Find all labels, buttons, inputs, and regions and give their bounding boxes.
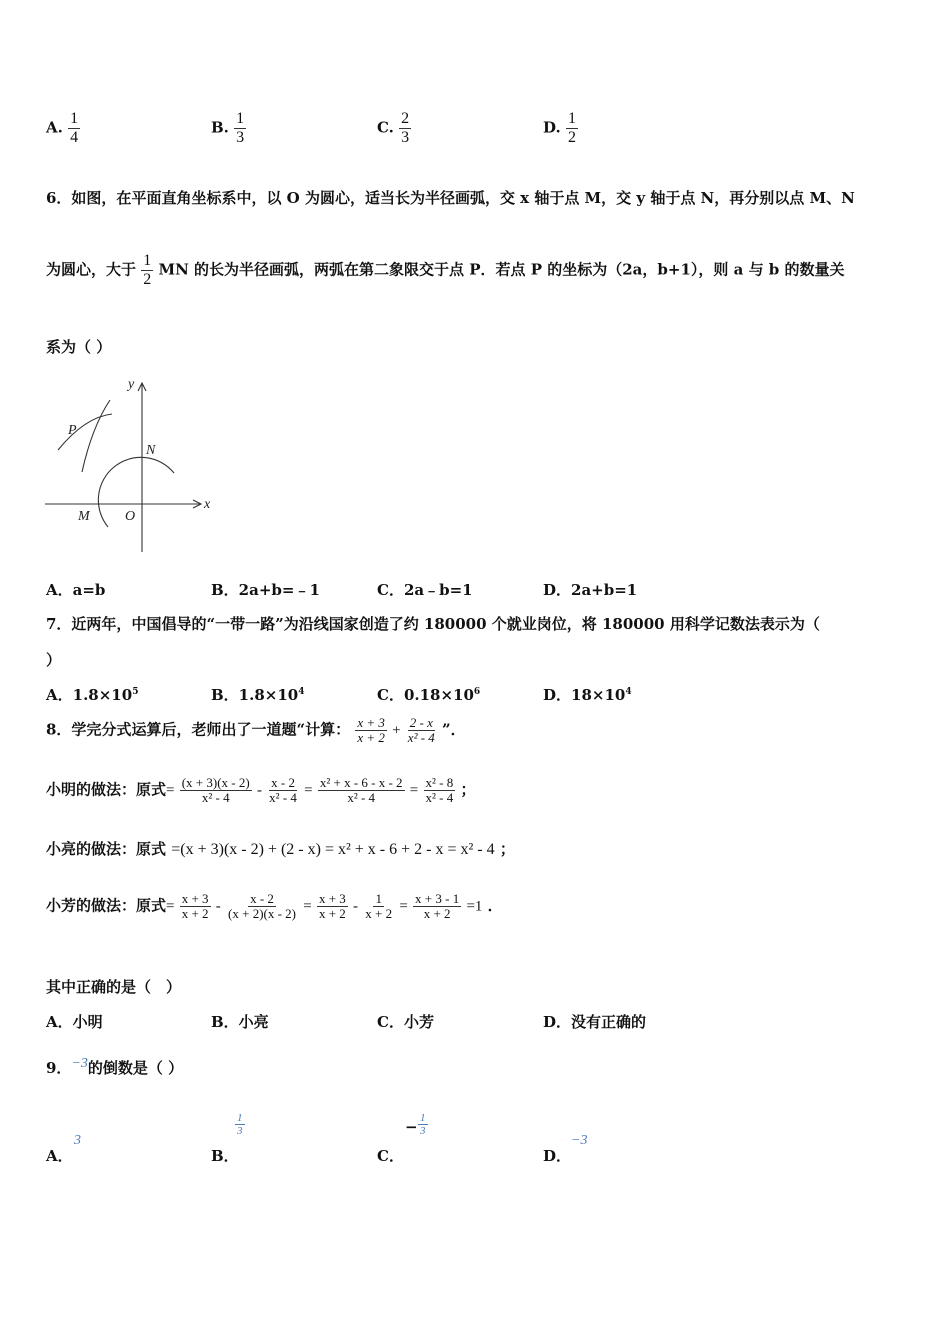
fraction-1: $\frac{x + 3}{x + 2}$ bbox=[357, 715, 385, 745]
q8-option-c[interactable]: C．小芳 bbox=[377, 1013, 434, 1031]
fraction: $\frac{1}{4}$ bbox=[70, 110, 79, 146]
q8-option-a[interactable]: A．小明 bbox=[46, 1013, 103, 1031]
q8-intro: 8．学完分式运算后，老师出了一道题“计算： $\frac{x + 3}{x + 2}$ + $\frac{2 - x}{\text{x² - 4}}$ ”． bbox=[46, 715, 466, 745]
label-y: y bbox=[128, 377, 135, 392]
q9-option-c[interactable]: C． − $\frac{1}{3}$ bbox=[377, 1112, 426, 1165]
option-label: A. bbox=[46, 118, 63, 137]
q9-option-d[interactable]: D． −3 bbox=[543, 1133, 588, 1165]
q7-line1: 7．近两年，中国倡导的“一带一路”为沿线国家创造了约 180000 个就业岗位，将 180000 用科学记数法表示为（ bbox=[46, 615, 820, 633]
label-x: x bbox=[204, 497, 211, 512]
label-n: N bbox=[146, 443, 156, 458]
fraction: $\frac{2}{3}$ bbox=[401, 110, 410, 146]
arc-mn bbox=[98, 457, 174, 527]
q8-option-d[interactable]: D．没有正确的 bbox=[543, 1013, 647, 1031]
q9-stem: 9．−3的倒数是（ ） bbox=[46, 1056, 184, 1077]
q8-question: 其中正确的是（ ） bbox=[46, 978, 182, 996]
q5-option-b[interactable] bbox=[211, 110, 246, 147]
q7-line2: ） bbox=[46, 651, 62, 669]
q6-option-a[interactable]: A．a=b bbox=[46, 581, 106, 599]
q6-option-b[interactable]: B．2a+b=﹣1 bbox=[211, 581, 320, 599]
label-o: O bbox=[125, 509, 136, 524]
q8-option-b[interactable]: B．小亮 bbox=[211, 1013, 269, 1031]
option-label: D. bbox=[543, 118, 561, 137]
q5-option-c[interactable] bbox=[377, 110, 411, 147]
arc-from-m bbox=[82, 400, 110, 472]
q8-xiaofang: 小芳的做法：原式= $\frac{x + 3}{x + 2}$ - $\frac{x - 2}{(x + 2)(x - 2)}$ = $\frac{x + 3}{x + 2}$ - $\frac{1}{x + 2}$ = $\frac{x + 3 - 1}{x + 2}$ =1 ． bbox=[46, 891, 503, 921]
q6-option-c[interactable]: C．2a﹣b=1 bbox=[377, 581, 473, 599]
q7-option-d[interactable]: D．$18\times 10^4$ bbox=[543, 686, 632, 704]
fraction: $\frac{1}{2}$ bbox=[567, 110, 576, 146]
coordinate-figure bbox=[40, 372, 220, 557]
q8-xiaoliang: 小亮的做法：原式 =(x + 3)(x - 2) + (2 - x) = x² + x - 6 + 2 - x = x² - 4 ； bbox=[46, 840, 515, 858]
q6-line1: 6．如图，在平面直角坐标系中，以 O 为圆心，适当长为半径画弧，交 x 轴于点 M，交 y 轴于点 N，再分别以点 M、N bbox=[46, 189, 855, 207]
q5-option-a[interactable] bbox=[46, 110, 80, 147]
q7-option-b[interactable]: B．$1.8\times 10^4$ bbox=[211, 686, 305, 704]
fraction: $\frac{1}{3}$ bbox=[236, 110, 245, 146]
q6-line2: 为圆心，大于 $\frac{1}{2}$ MN 的长为半径画弧，两弧在第二象限交于点 P．若点 P 的坐标为（2a，b+1），则 a 与 b 的数量关 bbox=[46, 252, 845, 288]
q9-option-b[interactable]: B． $\frac{1}{3}$ bbox=[211, 1112, 243, 1165]
q9-value: −3 bbox=[71, 1056, 88, 1071]
label-p: P bbox=[68, 423, 77, 438]
xiaoliang-expression: =(x + 3)(x - 2) + (2 - x) = x² + x - 6 + 2 - x = x² - 4 bbox=[171, 841, 495, 858]
option-label: C. bbox=[377, 118, 394, 137]
fraction-2: $\frac{2 - x}{\text{x² - 4}}$ bbox=[407, 715, 435, 745]
arc-from-n bbox=[58, 414, 112, 450]
q6-line3: 系为（ ） bbox=[46, 338, 112, 356]
label-m: M bbox=[78, 509, 90, 524]
q9-option-a[interactable]: A． 3 bbox=[46, 1133, 81, 1165]
half-fraction: $\frac{1}{2}$ bbox=[143, 252, 152, 288]
q7-option-a[interactable]: A．$1.8\times 10^5$ bbox=[46, 686, 139, 704]
q7-option-c[interactable]: C．$0.18\times 10^6$ bbox=[377, 686, 481, 704]
q5-option-d[interactable] bbox=[543, 110, 578, 147]
q8-xiaoming: 小明的做法：原式= $\frac{(x + 3)(x - 2)}{\text{x² - 4}}$ - $\frac{x - 2}{\text{x² - 4}}$ = $\frac{\text{x² + x - 6 - x - 2}}{\text{x² - 4}}$ = $\frac{\text{x² - 8}}{\text{x² - 4}}$ ； bbox=[46, 775, 476, 805]
q6-option-d[interactable]: D．2a+b=1 bbox=[543, 581, 638, 599]
option-label: B. bbox=[211, 118, 229, 137]
